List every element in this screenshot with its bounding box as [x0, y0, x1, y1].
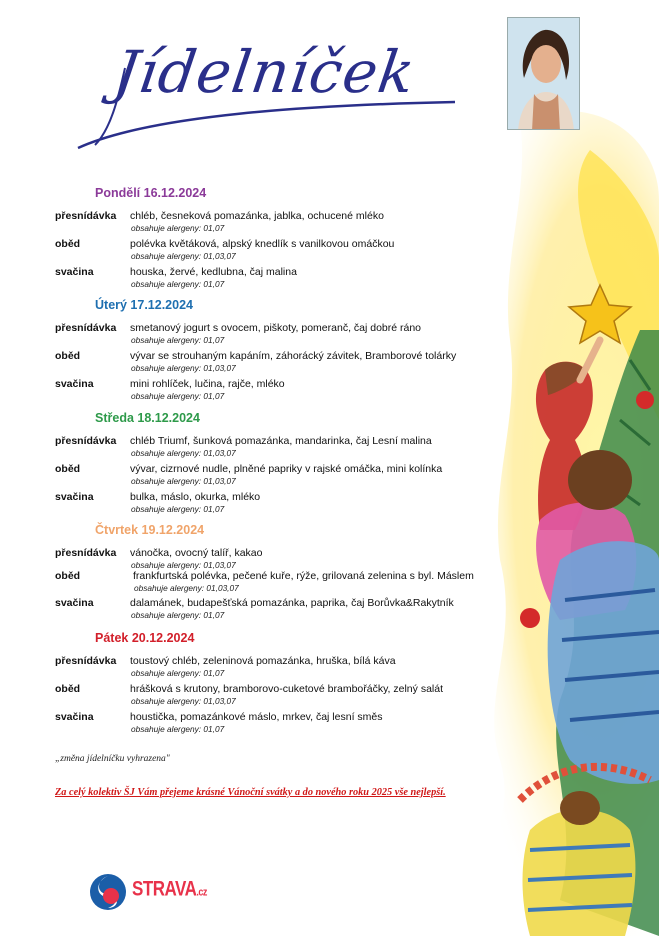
meal-row [0, 491, 520, 519]
meal-row [0, 597, 520, 625]
meal-row [0, 711, 520, 739]
meal-row [0, 463, 520, 491]
ornament-icon [636, 391, 654, 409]
title-area [70, 20, 470, 160]
meal-description: polévka květáková, alpský knedlík s vanilkovou omáčkou [130, 238, 395, 250]
strava-logo-icon [88, 870, 128, 914]
day-title: Čtvrtek 19.12.2024 [95, 523, 205, 537]
meal-label: oběd [55, 463, 81, 475]
meal-description: toustový chléb, zeleninová pomazánka, hruška, bílá káva [130, 655, 396, 667]
meal-row [0, 683, 520, 711]
meal-row [0, 210, 520, 238]
ornament-icon [520, 608, 540, 628]
meal-allergens: obsahuje alergeny: 01,03,07 [131, 476, 236, 486]
meal-allergens: obsahuje alergeny: 01,07 [131, 223, 225, 233]
meal-row [0, 570, 520, 598]
strava-logo-text [132, 877, 207, 902]
meal-allergens: obsahuje alergeny: 01,03,07 [131, 251, 236, 261]
meal-label: oběd [55, 238, 81, 250]
meal-label: přesnídávka [55, 210, 117, 222]
menu-change-note: „změna jídelníčku vyhrazena" [55, 754, 170, 764]
meal-row [0, 378, 520, 406]
meal-allergens: obsahuje alergeny: 01,03,07 [131, 448, 236, 458]
page-title: Jídelníček [110, 38, 420, 106]
meal-row [0, 322, 520, 350]
day-title: Pátek 20.12.2024 [95, 631, 195, 645]
meal-allergens: obsahuje alergeny: 01,03,07 [134, 583, 239, 593]
meal-description: vývar se strouhaným kapáním, záhorácký závitek, Bramborové tolárky [130, 350, 457, 362]
meal-label: oběd [55, 683, 81, 695]
meal-label: svačina [55, 266, 94, 278]
meal-label: přesnídávka [55, 547, 117, 559]
meal-allergens: obsahuje alergeny: 01,07 [131, 610, 225, 620]
meal-row [0, 350, 520, 378]
meal-label: oběd [55, 570, 81, 582]
meal-description: frankfurtská polévka, pečené kuře, rýže, grilovaná zelenina s byl. Máslem [133, 570, 474, 582]
meal-description: mini rohlíček, lučina, rajče, mléko [130, 378, 285, 390]
meal-label: přesnídávka [55, 655, 117, 667]
meal-allergens: obsahuje alergeny: 01,07 [131, 724, 225, 734]
child-figure [523, 809, 636, 936]
meal-description: hrášková s krutony, bramborovo-cuketové brambořáčky, zelný salát [130, 683, 443, 695]
meal-description: vývar, cizrnové nudle, plněné papriky v rajské omáčka, mini kolínka [130, 463, 443, 475]
meal-description: chléb, česneková pomazánka, jablka, ochucené mléko [130, 210, 384, 222]
meal-description: chléb Triumf, šunková pomazánka, mandarinka, čaj Lesní malina [130, 435, 432, 447]
meal-allergens: obsahuje alergeny: 01,07 [131, 391, 225, 401]
meal-row [0, 266, 520, 294]
meal-allergens: obsahuje alergeny: 01,07 [131, 279, 225, 289]
man-figure [548, 541, 659, 784]
meal-description: dalamánek, budapešťská pomazánka, paprika, čaj Borůvka&Rakytník [130, 597, 454, 609]
meal-label: svačina [55, 597, 94, 609]
logo-suffix: .cz [196, 885, 207, 898]
day-title: Pondělí 16.12.2024 [95, 186, 207, 200]
holiday-greeting: Za celý kolektiv ŠJ Vám přejeme krásné Vánoční svátky a do nového roku 2025 vše nejlepší. [55, 787, 446, 798]
meal-label: přesnídávka [55, 435, 117, 447]
meal-description: smetanový jogurt s ovocem, piškoty, pomeranč, čaj dobré ráno [130, 322, 422, 334]
meal-description: houska, žervé, kedlubna, čaj malina [130, 266, 297, 278]
strava-logo[interactable] [88, 870, 208, 914]
meal-description: vánočka, ovocný talíř, kakao [130, 547, 263, 559]
meal-label: svačina [55, 491, 94, 503]
meal-description: houstička, pomazánkové máslo, mrkev, čaj lesní směs [130, 711, 383, 723]
meal-allergens: obsahuje alergeny: 01,07 [131, 335, 225, 345]
meal-description: bulka, máslo, okurka, mléko [130, 491, 261, 503]
meal-allergens: obsahuje alergeny: 01,03,07 [131, 560, 236, 570]
meal-label: oběd [55, 350, 81, 362]
day-title: Úterý 17.12.2024 [95, 298, 193, 312]
logo-name: STRAVA [132, 876, 197, 901]
meal-allergens: obsahuje alergeny: 01,03,07 [131, 696, 236, 706]
meal-label: svačina [55, 711, 94, 723]
cook-photo [507, 17, 580, 130]
meal-row [0, 655, 520, 683]
day-title: Středa 18.12.2024 [95, 411, 200, 425]
meal-allergens: obsahuje alergeny: 01,03,07 [131, 363, 236, 373]
meal-label: přesnídávka [55, 322, 117, 334]
meal-allergens: obsahuje alergeny: 01,07 [131, 504, 225, 514]
meal-allergens: obsahuje alergeny: 01,07 [131, 668, 225, 678]
meal-row [0, 435, 520, 463]
meal-row [0, 238, 520, 266]
meal-label: svačina [55, 378, 94, 390]
